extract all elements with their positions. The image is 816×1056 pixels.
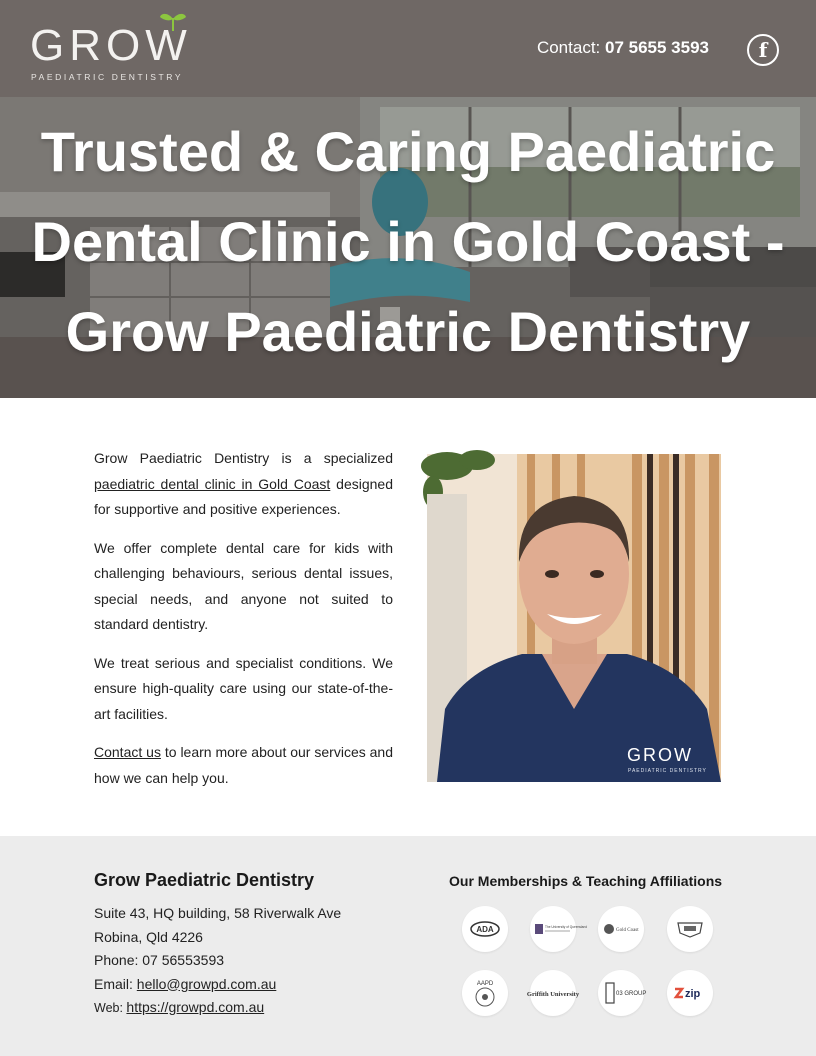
facebook-icon[interactable]: f: [747, 34, 779, 66]
crest-badge[interactable]: [667, 906, 713, 952]
footer-address-line-2: Robina, Qld 4226: [94, 928, 203, 945]
footer-email-label: Email:: [94, 975, 137, 992]
badge-label-ada: ADA: [476, 925, 494, 934]
dentist-portrait-image: [427, 454, 721, 782]
header-contact[interactable]: [537, 38, 709, 58]
footer-web-label: Web:: [94, 1001, 127, 1015]
gold-coast-badge[interactable]: [598, 906, 644, 952]
badge-label-03-group: 03 GROUP: [616, 991, 647, 997]
aapd-badge[interactable]: [462, 970, 508, 1016]
intro-paragraph-3: We treat serious and specialist conditions. We ensure high-quality care using our state-of-the-art facilities.: [94, 654, 393, 722]
hero-title: Trusted & Caring Paediatric Dental Clinic in Gold Coast - Grow Paediatric Dentistry: [31, 120, 785, 363]
uq-logo-icon: [534, 920, 587, 938]
uq-badge[interactable]: [530, 906, 587, 952]
affiliations-title: Our Memberships & Teaching Affiliations: [449, 873, 723, 889]
footer-contact-details: [94, 902, 341, 1021]
badge-label-griffith: Griffith University: [526, 991, 580, 998]
footer-web-link[interactable]: https://growpd.com.au: [126, 999, 265, 1015]
grow-logo[interactable]: [30, 10, 200, 88]
griffith-badge[interactable]: [526, 970, 580, 1016]
footer-email-row: [94, 973, 341, 997]
badge-label-gold-coast: Gold Coast: [616, 928, 639, 933]
zip-logo-icon: [673, 985, 707, 1001]
badge-label-uq: The University of Queensland: [545, 925, 587, 929]
dentist-photo: [427, 454, 721, 782]
intro-p1-text-b: designed for supportive and positive experiences.: [94, 475, 393, 517]
badge-label-zip: zip: [685, 988, 701, 1000]
site-header: [0, 0, 816, 97]
intro-paragraph-4: [94, 740, 393, 791]
griffith-logo-icon: [526, 984, 580, 1002]
contact-us-link[interactable]: Contact us: [94, 744, 161, 760]
crest-logo-icon: [675, 919, 705, 939]
shirt-logo: GROW: [627, 745, 693, 765]
intro-paragraph-2: We offer complete dental care for kids with challenging behaviours, serious dental issues, special needs, and anyone not suited to standard dentistry.: [94, 539, 393, 632]
footer-email-link[interactable]: hello@growpd.com.au: [136, 975, 277, 992]
contact-phone[interactable]: 07 5655 3593: [605, 38, 709, 57]
group-03-logo-icon: [604, 981, 647, 1005]
intro-paragraph-1: [94, 446, 393, 523]
ada-badge[interactable]: [462, 906, 508, 952]
shirt-logo-sub: PAEDIATRIC DENTISTRY: [628, 768, 707, 774]
aapd-logo-icon: [468, 976, 502, 1010]
footer-address-line-1: Suite 43, HQ building, 58 Riverwalk Ave: [94, 905, 342, 921]
logo-tagline: PAEDIATRIC DENTISTRY: [31, 72, 184, 82]
zip-badge[interactable]: [667, 970, 713, 1016]
group-03-badge[interactable]: [598, 970, 647, 1016]
footer-title: Grow Paediatric Dentistry: [94, 870, 315, 890]
ada-logo-icon: [470, 921, 500, 937]
footer-phone[interactable]: Phone: 07 56553593: [94, 952, 225, 968]
clinic-link[interactable]: paediatric dental clinic in Gold Coast: [94, 475, 331, 492]
intro-section: [94, 446, 393, 804]
logo-wordmark: GROW: [30, 21, 192, 70]
footer: [0, 836, 816, 1056]
intro-p4-text: to learn more about our services and how we can help you.: [94, 744, 393, 786]
gold-coast-logo-icon: [602, 921, 640, 937]
footer-web-row: [94, 996, 341, 1021]
intro-p1-text-a: Grow Paediatric Dentistry is a specialized: [94, 450, 393, 466]
hero-banner: [0, 97, 816, 398]
badge-label-aapd: AAPD: [476, 981, 494, 987]
contact-label: Contact:: [536, 38, 601, 57]
